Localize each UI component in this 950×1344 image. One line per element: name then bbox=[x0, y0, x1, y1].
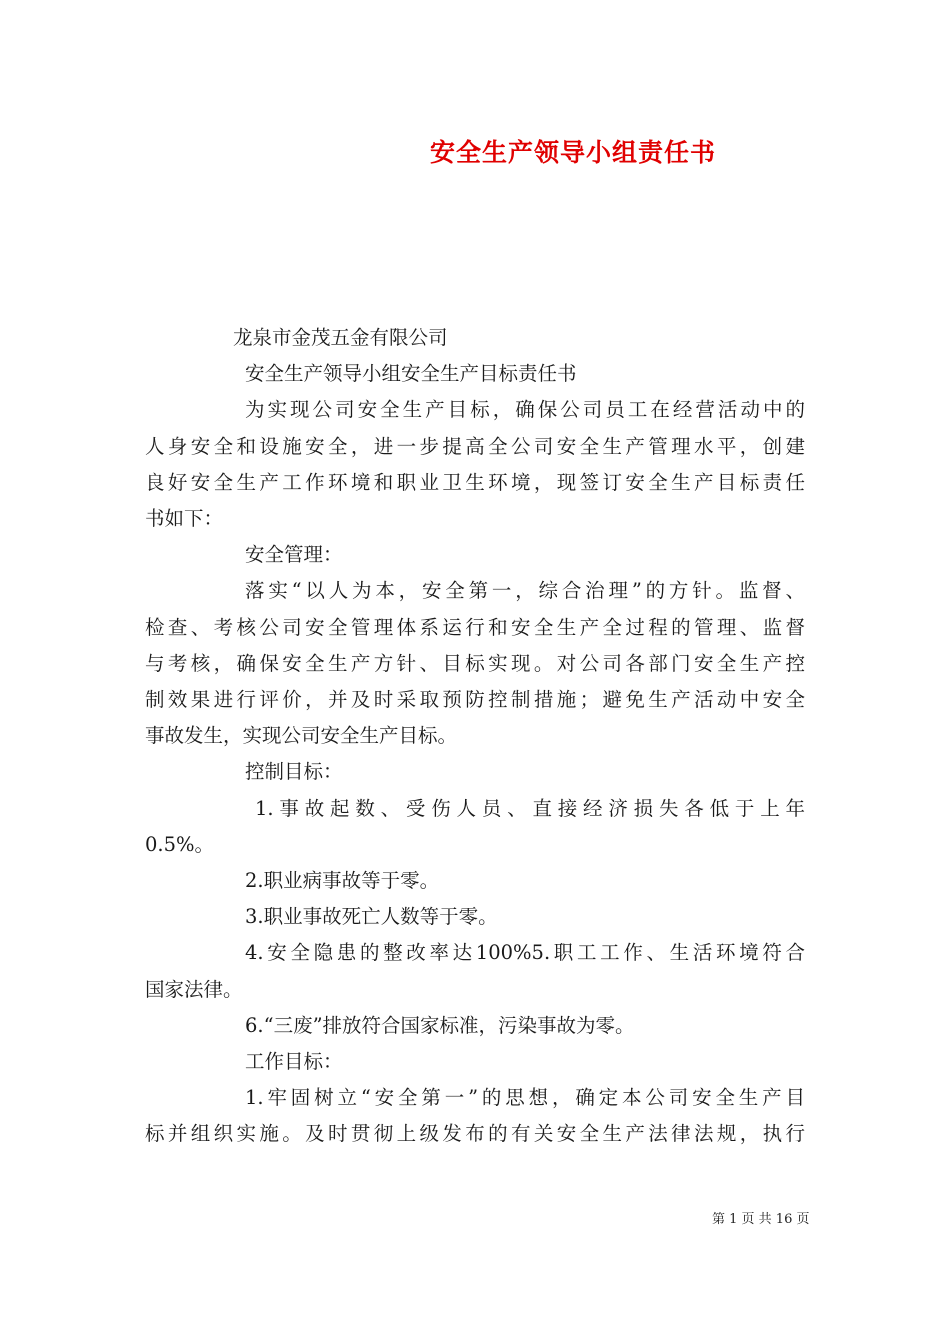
document-body bbox=[145, 320, 805, 1153]
section-heading-work-targets: 工作目标： bbox=[245, 1050, 343, 1074]
list-item: 1.事故起数、受伤人员、直接经济损失各低于上年 bbox=[255, 796, 805, 820]
intro-line: 人身安全和设施安全，进一步提高全公司安全生产管理水平，创建 bbox=[145, 434, 805, 458]
list-item: 4.安全隐患的整改率达100%5.职工工作、生活环境符合 bbox=[245, 941, 805, 965]
list-item: 标并组织实施。及时贯彻上级发布的有关安全生产法律法规，执行 bbox=[145, 1122, 805, 1146]
section-text-line: 检查、考核公司安全管理体系运行和安全生产全过程的管理、监督 bbox=[145, 615, 805, 639]
document-subtitle: 安全生产领导小组安全生产目标责任书 bbox=[245, 362, 577, 386]
section-text-line: 与考核，确保安全生产方针、目标实现。对公司各部门安全生产控 bbox=[145, 651, 805, 675]
section-text-line: 事故发生，实现公司安全生产目标。 bbox=[145, 724, 458, 748]
intro-line: 为实现公司安全生产目标，确保公司员工在经营活动中的 bbox=[245, 398, 805, 422]
list-item: 1.牢固树立“安全第一”的思想，确定本公司安全生产目 bbox=[245, 1086, 805, 1110]
section-text-line: 落实“以人为本，安全第一，综合治理”的方针。监督、 bbox=[245, 579, 805, 603]
intro-line: 良好安全生产工作环境和职业卫生环境，现签订安全生产目标责任 bbox=[145, 470, 805, 494]
section-heading-safety-management: 安全管理： bbox=[245, 543, 343, 567]
list-item: 3.职业事故死亡人数等于零。 bbox=[245, 905, 498, 929]
intro-line: 书如下： bbox=[145, 507, 224, 531]
document-title: 安全生产领导小组责任书 bbox=[430, 138, 717, 167]
list-item: 0.5%。 bbox=[145, 832, 215, 856]
list-item: 2.职业病事故等于零。 bbox=[245, 869, 440, 893]
section-heading-control-targets: 控制目标： bbox=[245, 760, 343, 784]
company-name: 龙泉市金茂五金有限公司 bbox=[233, 326, 448, 349]
section-text-line: 制效果进行评价，并及时采取预防控制措施；避免生产活动中安全 bbox=[145, 688, 805, 712]
list-item: 6.“三废”排放符合国家标准，污染事故为零。 bbox=[245, 1013, 635, 1037]
page-number: 第 1 页 共 16 页 bbox=[712, 1212, 810, 1227]
list-item: 国家法律。 bbox=[145, 977, 243, 1001]
